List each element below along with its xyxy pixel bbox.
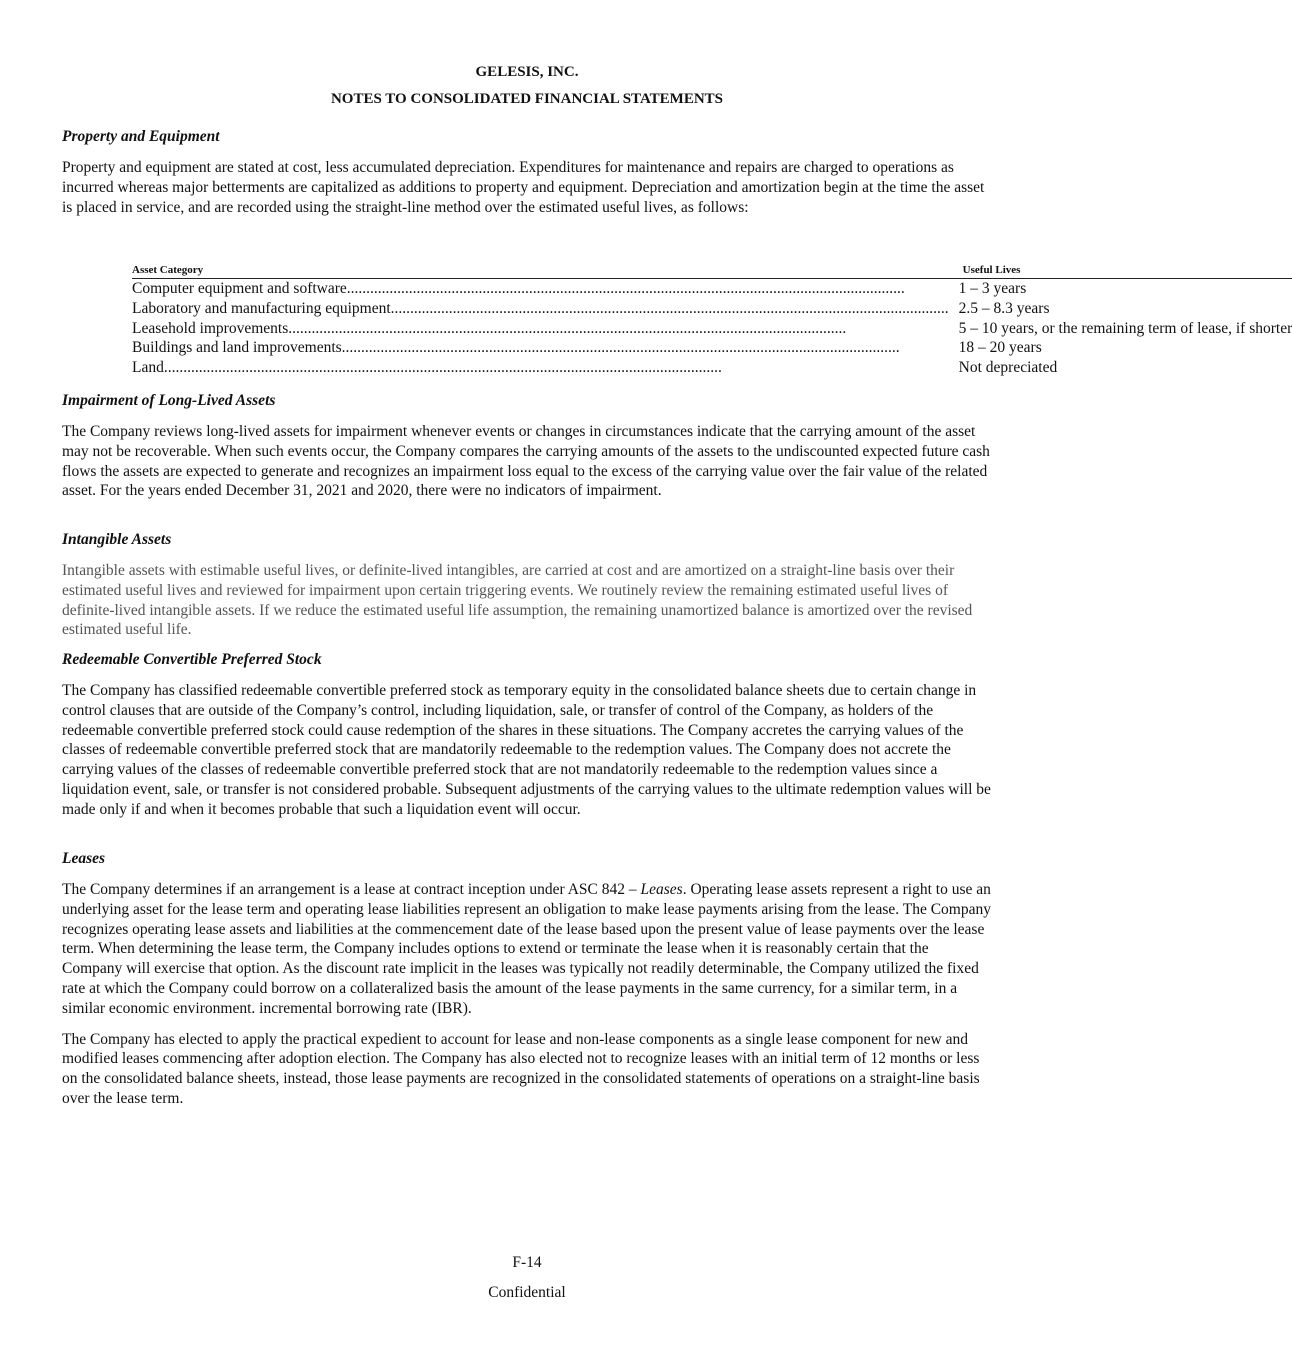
asset-category: Buildings and land improvements — [132, 339, 342, 357]
asset-category: Leasehold improvements — [132, 319, 289, 337]
company-name: GELESIS, INC. — [475, 64, 579, 80]
dot-leader — [164, 358, 949, 378]
section-heading: Property and Equipment — [62, 128, 220, 145]
section-property — [62, 127, 992, 217]
section-redeemable — [62, 650, 992, 820]
useful-life: 2.5 – 8.3 years — [958, 299, 1050, 317]
table-row — [132, 319, 1292, 339]
dot-leader — [288, 319, 948, 339]
document-subtitle: NOTES TO CONSOLIDATED FINANCIAL STATEMENTS — [330, 91, 724, 107]
section-leases — [62, 849, 992, 1109]
table-row — [132, 338, 1292, 358]
asset-category: Laboratory and manufacturing equipment — [132, 299, 391, 317]
asset-category: Computer equipment and software — [132, 280, 347, 297]
useful-lives-table — [132, 264, 1292, 378]
useful-life: 18 – 20 years — [958, 339, 1042, 357]
text-run: The Company determines if an arrangement is a lease at contract inception under ASC 842 – — [62, 881, 641, 898]
section-heading: Impairment of Long-Lived Assets — [62, 392, 276, 409]
table-header-row — [132, 264, 1292, 279]
section-impairment — [62, 391, 992, 501]
table-row — [132, 279, 1292, 299]
section-text — [62, 880, 992, 1019]
section-text: Intangible assets with estimable useful lives, or definite-lived intangibles, are carried at cost and are amortized on a straight-line basis over their estimated useful lives and reviewed for impairment upon certain triggering events. We routinely review the remaining estimated useful lives of definite-lived intangible assets. If we reduce the estimated useful life assumption, the remaining unamortized balance is amortized over the revised estimated useful life. — [62, 562, 973, 639]
section-text-2: The Company has elected to apply the practical expedient to account for lease and non-lease components as a single lease component for new and modified leases commencing after adoption election. The Company has also elected not to recognize leases with an initial term of 12 months or less on the consolidated balance sheets, instead, those lease payments are recognized in the consolidated statements of operations on a straight-line basis over the lease term. — [62, 1030, 980, 1107]
dot-leader — [391, 299, 949, 319]
useful-life: Not depreciated — [958, 359, 1058, 377]
text-run: . Operating lease assets represent a right to use an underlying asset for the lease term and operating lease liabilities represent an obligation to make lease payments arising from the lease. The Company recognizes operating lease assets and liabilities at the commencement date of the lease based upon the present value of lease payments over the lease term. When determining the lease term, the Company includes options to extend or terminate the lease when it is reasonably certain that the Company will exercise that option. As the discount rate implicit in the leases was typically not readily determinable, the Company utilized the fixed rate at which the Company could borrow on a collateralized basis the amount of the lease payments in the same currency, for a similar term, in a similar economic environment. incremental borrowing rate (IBR). — [62, 881, 991, 1017]
section-text: Property and equipment are stated at cost, less accumulated depreciation. Expenditures for maintenance and repairs are charged to operations as incurred whereas major betterments are capitalized as additions to property and equipment. Depreciation and amortization begin at the time the asset is placed in service, and are recorded using the straight-line method over the estimated useful lives, as follows: — [62, 159, 985, 216]
page-number: F-14 — [512, 1254, 542, 1271]
section-heading: Intangible Assets — [62, 531, 172, 548]
dot-leader — [347, 279, 949, 299]
column-header-lives: Useful Lives — [949, 264, 1292, 279]
section-heading: Leases — [62, 850, 106, 867]
table-row — [132, 358, 1292, 378]
section-text: The Company has classified redeemable convertible preferred stock as temporary equity in the consolidated balance sheets due to certain change in control clauses that are outside of the Company’s control, including liquidation, sale, or transfer of control of the Company, as holders of the redeemable convertible preferred stock could cause redemption of the shares in these situations. The Company accretes the carrying values of the classes of redeemable convertible preferred stock that are mandatorily redeemable to the redemption values. The Company does not accrete the carrying values of the classes of redeemable convertible preferred stock that are not mandatorily redeemable to the redemption values since a liquidation event, sale, or transfer is not considered probable. Subsequent adjustments of the carrying values to the ultimate redemption values will be made only if and when it becomes probable that such a liquidation event will occur. — [62, 682, 991, 818]
dot-leader — [342, 338, 949, 358]
confidential-label: Confidential — [488, 1284, 566, 1301]
section-text: The Company reviews long-lived assets for impairment whenever events or changes in circumstances indicate that the carrying amount of the asset may not be recoverable. When such events occur, the Company compares the carrying amounts of the assets to the undiscounted expected future cash flows the assets are expected to generate and recognizes an impairment loss equal to the excess of the carrying value over the fair value of the related asset. For the years ended December 31, 2021 and 2020, there were no indicators of impairment. — [62, 423, 990, 500]
asset-category: Land — [132, 359, 164, 377]
table-row — [132, 299, 1292, 319]
column-header-category: Asset Category — [132, 264, 949, 279]
useful-life: 5 – 10 years, or the remaining term of lease, if shorter — [958, 319, 1292, 337]
section-intangible — [62, 530, 992, 640]
useful-life: 1 – 3 years — [958, 280, 1027, 297]
section-heading: Redeemable Convertible Preferred Stock — [62, 651, 322, 668]
citation-italic: Leases — [640, 881, 683, 898]
